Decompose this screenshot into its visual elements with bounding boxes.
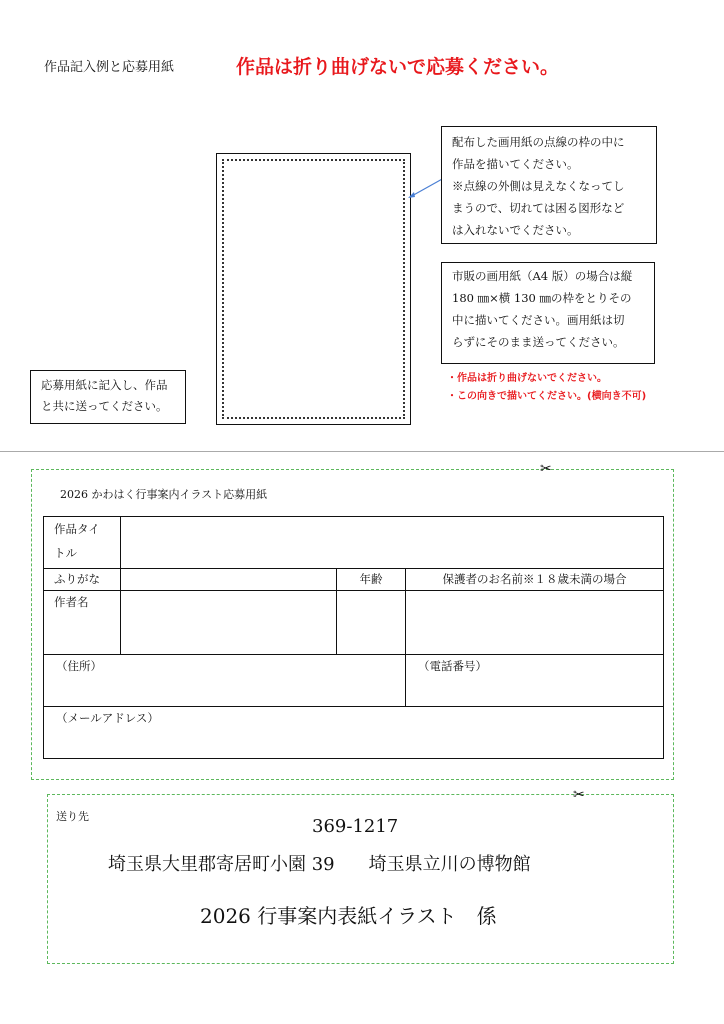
guardian-label: 保護者のお名前※１８歳未満の場合 [406, 569, 664, 591]
age-field[interactable] [337, 591, 406, 655]
scissors-icon: ✂ [573, 787, 585, 803]
organization-name: 埼玉県立川の博物館 [368, 854, 531, 875]
note-line: 配布した画用紙の点線の枠の中に [452, 135, 625, 149]
work-title-label-line: トル [54, 546, 77, 560]
section-divider [0, 451, 724, 452]
note-line: と共に送ってください。 [41, 399, 168, 413]
furigana-field[interactable] [121, 569, 337, 591]
table-row [44, 569, 664, 591]
table-row [44, 517, 664, 569]
email-field[interactable] [44, 707, 664, 759]
form-title: 2026 かわはく行事案内イラスト応募用紙 [60, 488, 268, 501]
note-line: 作品を描いてください。 [452, 157, 579, 171]
commercial-paper-note [441, 262, 655, 364]
recipient-line: 2026 行事案内表紙イラスト 係 [200, 904, 497, 928]
application-form-table [43, 516, 664, 759]
phone-label: （電話番号） [418, 659, 487, 673]
postal-code: 369-1217 [312, 816, 399, 837]
guardian-name-field[interactable] [406, 591, 664, 655]
furigana-label: ふりがな [44, 569, 121, 591]
note-line: 180 ㎜×横 130 ㎜の枠をとりその [452, 291, 632, 305]
mailing-address-line [108, 850, 531, 876]
paper-instruction-note [441, 126, 657, 244]
work-title-field[interactable] [121, 517, 664, 569]
author-label: 作者名 [44, 591, 121, 655]
note-line: まうので、切れては困る図形など [452, 201, 625, 215]
table-row [44, 655, 664, 707]
author-name-field[interactable] [121, 591, 337, 655]
table-row [44, 591, 664, 655]
document-title: 作品記入例と応募用紙 [44, 60, 175, 75]
note-line: 市販の画用紙（A4 版）の場合は縦 [452, 269, 633, 283]
age-label: 年齢 [337, 569, 406, 591]
work-title-label [44, 517, 121, 569]
note-line: 中に描いてください。画用紙は切 [452, 313, 625, 327]
red-note: ・この向きで描いてください。(横向き不可) [447, 391, 647, 402]
red-warning-notes [447, 370, 646, 406]
work-title-label-line: 作品タイ [54, 522, 100, 536]
sendto-label: 送り先 [56, 810, 89, 823]
address-label: （住所） [56, 659, 102, 673]
note-line: 応募用紙に記入し、作品 [41, 378, 168, 392]
note-line: は入れないでください。 [452, 223, 579, 237]
address-field[interactable] [44, 655, 406, 707]
dotted-drawing-area [222, 159, 405, 419]
paper-example-frame [216, 153, 411, 425]
scissors-icon: ✂ [540, 461, 552, 477]
note-line: ※点線の外側は見えなくなってし [452, 179, 625, 193]
note-line: らずにそのまま送ってください。 [452, 335, 625, 349]
table-row [44, 707, 664, 759]
phone-field[interactable] [406, 655, 664, 707]
email-label: （メールアドレス） [56, 711, 159, 725]
warning-title: 作品は折り曲げないで応募ください。 [236, 56, 560, 78]
street-address: 埼玉県大里郡寄居町小園 39 [108, 854, 335, 875]
fill-form-note [30, 370, 186, 424]
red-note: ・作品は折り曲げないでください。 [447, 373, 607, 384]
